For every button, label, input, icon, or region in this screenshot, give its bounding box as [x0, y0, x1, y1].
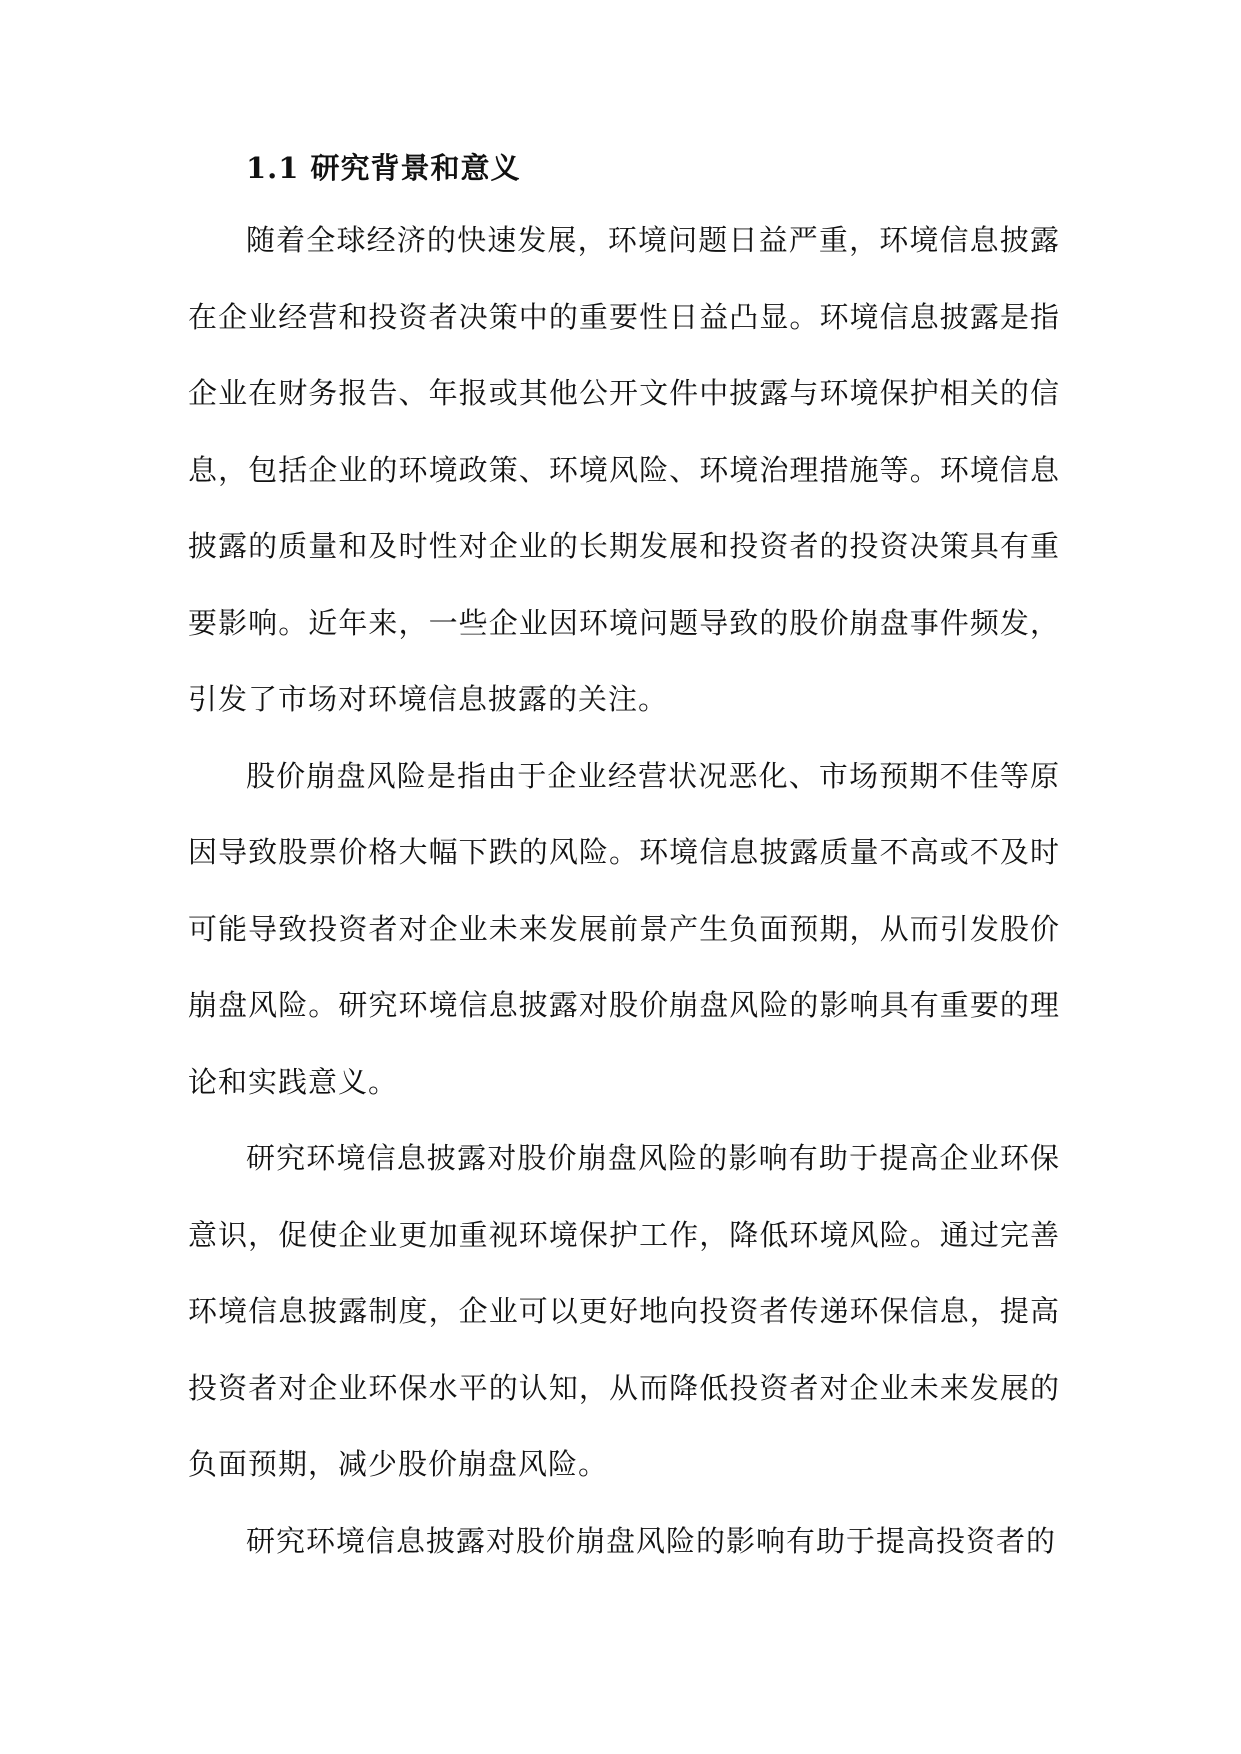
section-heading: 1.1 研究背景和意义 [246, 151, 521, 185]
paragraph-background: 随着全球经济的快速发展，环境问题日益严重，环境信息披露在企业经营和投资者决策中的重要性日益凸显。环境信息披露是指企业在财务报告、年报或其他公开文件中披露与环境保护相关的信息，包括企业的环境政策、环境风险、环境治理措施等。环境信息披露的质量和及时性对企业的长期发展和投资者的投资决策具有重要影响。近年来，一些企业因环境问题导致的股价崩盘事件频发，引发了市场对环境信息披露的关注。 [188, 223, 1060, 716]
paragraph-investor-significance: 研究环境信息披露对股价崩盘风险的影响有助于提高投资者的 [246, 1523, 1057, 1558]
paragraph-enterprise-significance: 研究环境信息披露对股价崩盘风险的影响有助于提高企业环保意识，促使企业更加重视环境保护工作，降低环境风险。通过完善环境信息披露制度，企业可以更好地向投资者传递环保信息，提高投资者对企业环保水平的认知，从而降低投资者对企业未来发展的负面预期，减少股价崩盘风险。 [188, 1141, 1060, 1481]
paragraph-crash-risk-definition: 股价崩盘风险是指由于企业经营状况恶化、市场预期不佳等原因导致股票价格大幅下跌的风险。环境信息披露质量不高或不及时可能导致投资者对企业未来发展前景产生负面预期，从而引发股价崩盘风险。研究环境信息披露对股价崩盘风险的影响具有重要的理论和实践意义。 [188, 758, 1060, 1099]
document-body [188, 148, 1060, 1579]
